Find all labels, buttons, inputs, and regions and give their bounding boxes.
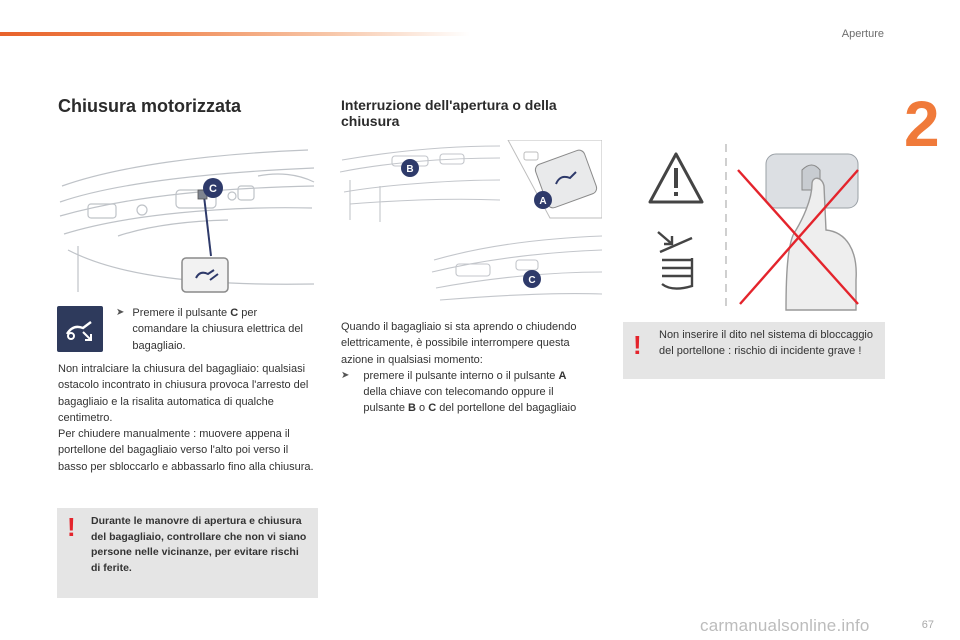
callout-a-label: A — [539, 196, 547, 207]
callout-b-label: B — [406, 164, 414, 175]
step-text-pre: Premere il pulsante — [132, 307, 231, 319]
left-paragraph-2: Per chiudere manualmente : muovere appena il portellone del bagagliaio verso l'alto poi verso il basso per sbloccarlo e abbassarlo fino alla chiusura. — [58, 428, 314, 473]
left-step — [116, 305, 314, 354]
bullet-button-a: A — [558, 369, 567, 382]
right-warning-box — [623, 322, 885, 379]
page-number: 67 — [921, 619, 934, 631]
tailgate-button-icon — [57, 306, 103, 352]
right-warning-text: Non inserire il dito nel sistema di bloccaggio del portellone : rischio di incidente grave ! — [659, 329, 873, 357]
tailgate-illustration-c — [58, 146, 316, 294]
header-accent-bar — [0, 32, 470, 36]
warning-exclamation-icon: ! — [67, 512, 76, 542]
left-title: Chiusura motorizzata — [58, 96, 242, 116]
bullet-text-post: del portellone del bagagliaio — [436, 402, 577, 415]
left-paragraph-1: Non intralciare la chiusura del bagagliaio: qualsiasi ostacolo incontrato in chiusura provoca l'arresto del bagagliaio e la risalita automatica di qualche centimetro. — [58, 363, 309, 424]
chapter-number: 2 — [904, 88, 940, 160]
step-button-c: C — [230, 307, 239, 319]
bullet-text-pre: premere il pulsante interno o il pulsante — [363, 369, 559, 382]
bullet-text-mid2: o — [416, 402, 429, 415]
warning-exclamation-icon: ! — [633, 330, 642, 360]
watermark: carmanualsonline.info — [700, 616, 870, 635]
middle-body — [341, 319, 591, 417]
bullet-button-c: C — [428, 402, 437, 415]
callout-c-label: C — [209, 183, 217, 195]
bullet-text-mid1: della chiave con telecomando oppure il pulsante — [363, 386, 554, 415]
callout-c2-label: C — [528, 275, 536, 286]
bullet-button-b: B — [408, 402, 416, 415]
middle-title: Interruzione dell'apertura o della chiusura — [341, 97, 557, 129]
hand-pinch-icon — [658, 232, 692, 289]
bullet-marker-icon: ➤ — [341, 369, 350, 381]
finger-warning-illustration — [636, 140, 886, 312]
left-body — [58, 361, 320, 475]
left-warning-text: Durante le manovre di apertura e chiusura del bagagliaio, controllare che non vi siano persone nelle vicinanze, per evitare rischi di ferite. — [91, 515, 307, 574]
warning-triangle-icon — [650, 154, 702, 202]
tailgate-close-icon — [57, 306, 103, 352]
tailgate-illustrations-abc — [340, 140, 602, 312]
bullet-marker-icon: ➤ — [116, 307, 125, 318]
middle-bullet — [341, 368, 591, 417]
left-warning-box — [57, 508, 318, 598]
step-text-post: per comandare la chiusura elettrica del bagagliaio. — [132, 307, 303, 352]
middle-intro: Quando il bagagliaio si sta aprendo o chiudendo elettricamente, è possibile interrompere questa azione in qualsiasi momento: — [341, 321, 577, 366]
section-title: Aperture — [841, 28, 884, 40]
